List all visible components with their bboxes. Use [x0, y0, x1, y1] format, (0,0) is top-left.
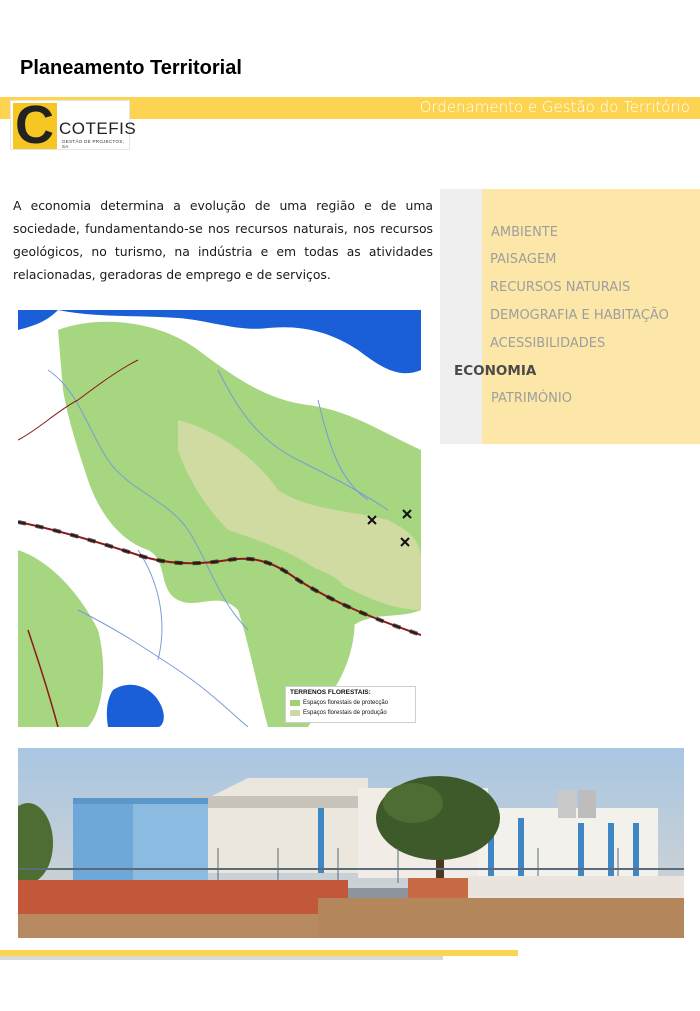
map-graphic — [18, 310, 421, 727]
menu-item-ambiente[interactable]: AMBIENTE — [491, 225, 558, 240]
logo-tagline: GESTÃO DE PROJECTOS, SA — [62, 139, 125, 149]
side-menu-gutter — [440, 189, 482, 444]
legend-title: TERRENOS FLORESTAIS: — [290, 689, 371, 696]
industrial-building-photo — [18, 748, 684, 938]
legend-label-protection: Espaços florestais de protecção — [303, 700, 389, 706]
menu-item-patrimonio[interactable]: PATRIMÓNIO — [491, 391, 572, 406]
legend-item — [290, 708, 411, 718]
page-title: Planeamento Territorial — [20, 57, 242, 79]
logo-letter: C — [15, 95, 54, 155]
menu-item-demografia-habitacao[interactable]: DEMOGRAFIA E HABITAÇÃO — [490, 308, 669, 323]
menu-item-recursos-naturais[interactable]: RECURSOS NATURAIS — [490, 280, 631, 295]
photo-graphic — [18, 748, 684, 938]
intro-paragraph: A economia determina a evolução de uma região e de uma sociedade, fundamentando-se nos recursos naturais, nos recursos geológicos, no turismo, na indústria e em todas as atividades relacionadas, geradoras de emprego e de serviços. — [13, 198, 433, 282]
legend-swatch-production — [290, 710, 300, 716]
menu-item-acessibilidades[interactable]: ACESSIBILIDADES — [490, 336, 606, 351]
legend-item — [290, 698, 411, 708]
map-legend — [285, 686, 416, 723]
company-logo — [10, 95, 137, 155]
page-subtitle: Ordenamento e Gestão do Território — [419, 98, 690, 116]
legend-label-production: Espaços florestais de produção — [303, 710, 387, 716]
legend-swatch-protection — [290, 700, 300, 706]
forest-land-map — [18, 310, 421, 727]
menu-item-economia[interactable]: ECONOMIA — [454, 363, 537, 379]
menu-item-paisagem[interactable]: PAISAGEM — [490, 252, 557, 267]
footer-bar-gray — [0, 956, 443, 960]
logo-name: COTEFIS — [59, 119, 137, 138]
